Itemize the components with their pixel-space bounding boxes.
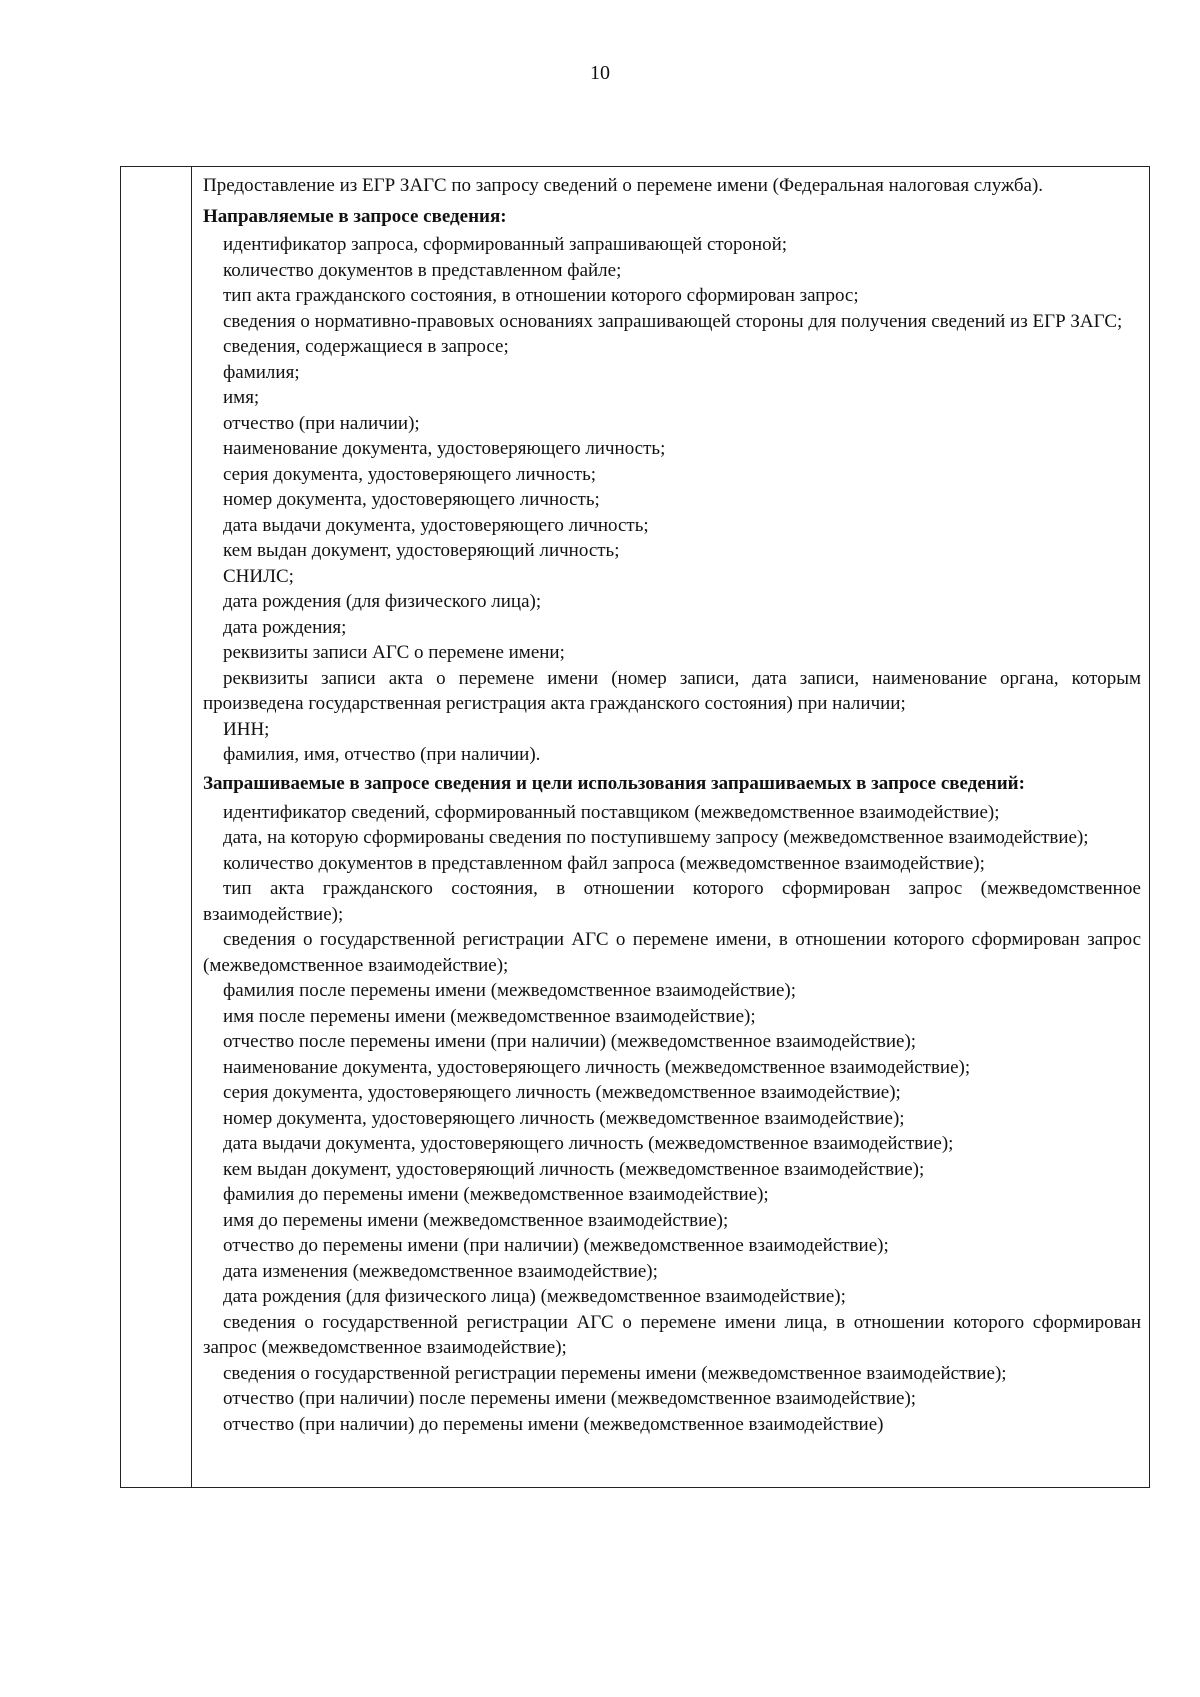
response-item: кем выдан документ, удостоверяющий личность (межведомственное взаимодействие); [223,1158,925,1180]
response-item: количество документов в представленном файл запроса (межведомственное взаимодействие); [223,852,985,874]
request-item: отчество (при наличии); [223,412,420,434]
response-item: отчество (при наличии) до перемены имени (межведомственное взаимодействие) [223,1413,884,1435]
request-item: наименование документа, удостоверяющего личность; [223,438,666,459]
response-item: дата рождения (для физического лица) (межведомственное взаимодействие); [223,1286,846,1307]
response-item: дата изменения (межведомственное взаимодействие); [223,1260,658,1282]
response-item: идентификатор сведений, сформированный поставщиком (межведомственное взаимодействие); [223,801,1000,823]
response-item: тип акта гражданского состояния, в отношении которого сформирован запрос (межведомственное взаимодействие); [203,878,1141,925]
response-item: номер документа, удостоверяющего личность (межведомственное взаимодействие); [223,1107,905,1129]
response-item: сведения о государственной регистрации АГС о перемене имени лица, в отношении которого сформирован запрос (межведомственное взаимодействие); [203,1311,1141,1358]
response-item: наименование документа, удостоверяющего личность (межведомственное взаимодействие); [223,1056,971,1078]
content-cell [203,171,1141,1437]
document-table [120,166,1150,1488]
response-item: отчество после перемены имени (при наличии) (межведомственное взаимодействие); [223,1031,917,1052]
response-item: фамилия до перемены имени (межведомственное взаимодействие); [223,1184,769,1205]
response-item: фамилия после перемены имени (межведомственное взаимодействие); [223,980,796,1001]
response-item: сведения о государственной регистрации АГС о перемене имени, в отношении которого сформирован запрос (межведомственное взаимодействие); [203,929,1141,976]
response-item: имя после перемены имени (межведомственное взаимодействие); [223,1005,756,1027]
response-item: дата выдачи документа, удостоверяющего личность (межведомственное взаимодействие); [223,1133,954,1154]
request-item: имя; [223,387,260,408]
request-item: СНИЛС; [223,565,294,587]
request-item: реквизиты записи акта о перемене имени (номер записи, дата записи, наименование органа, которым произведена государственная регистрация акта гражданского состояния) при наличии; [203,667,1141,714]
response-item: отчество (при наличии) после перемены имени (межведомственное взаимодействие); [223,1388,917,1409]
request-item: номер документа, удостоверяющего личность; [223,489,600,510]
page-number: 10 [590,62,610,84]
response-item: серия документа, удостоверяющего личность (межведомственное взаимодействие); [223,1082,901,1103]
request-heading: Направляемые в запросе сведения: [203,206,507,227]
request-item: сведения, содержащиеся в запросе; [223,336,509,357]
request-item: идентификатор запроса, сформированный запрашивающей стороной; [223,234,788,255]
response-item: сведения о государственной регистрации перемены имени (межведомственное взаимодействие); [223,1362,1007,1384]
intro-text: Предоставление из ЕГР ЗАГС по запросу сведений о перемене имени (Федеральная налоговая служба). [203,175,1044,196]
response-item: дата, на которую сформированы сведения по поступившему запросу (межведомственное взаимодействие); [223,827,1089,848]
request-item: количество документов в представленном файле; [223,259,622,281]
request-item: ИНН; [223,718,270,740]
request-item: дата выдачи документа, удостоверяющего личность; [223,514,649,536]
request-item: кем выдан документ, удостоверяющий личность; [223,540,620,561]
request-item: сведения о нормативно-правовых основаниях запрашивающей стороны для получения сведений из ЕГР ЗАГС; [223,310,1123,332]
response-item: имя до перемены имени (межведомственное взаимодействие); [223,1209,729,1231]
request-item: дата рождения (для физического лица); [223,591,542,612]
response-heading: Запрашиваемые в запросе сведения и цели использования запрашиваемых в запросе сведений: [203,772,1025,794]
request-item: тип акта гражданского состояния, в отношении которого сформирован запрос; [223,285,859,306]
request-item: серия документа, удостоверяющего личность; [223,463,597,485]
request-item: реквизиты записи АГС о перемене имени; [223,642,565,663]
request-item: фамилия, имя, отчество (при наличии). [223,744,541,765]
request-item: дата рождения; [223,616,347,638]
column-divider [191,167,192,1487]
response-item: отчество до перемены имени (при наличии) (межведомственное взаимодействие); [223,1235,889,1256]
request-item: фамилия; [223,361,300,383]
